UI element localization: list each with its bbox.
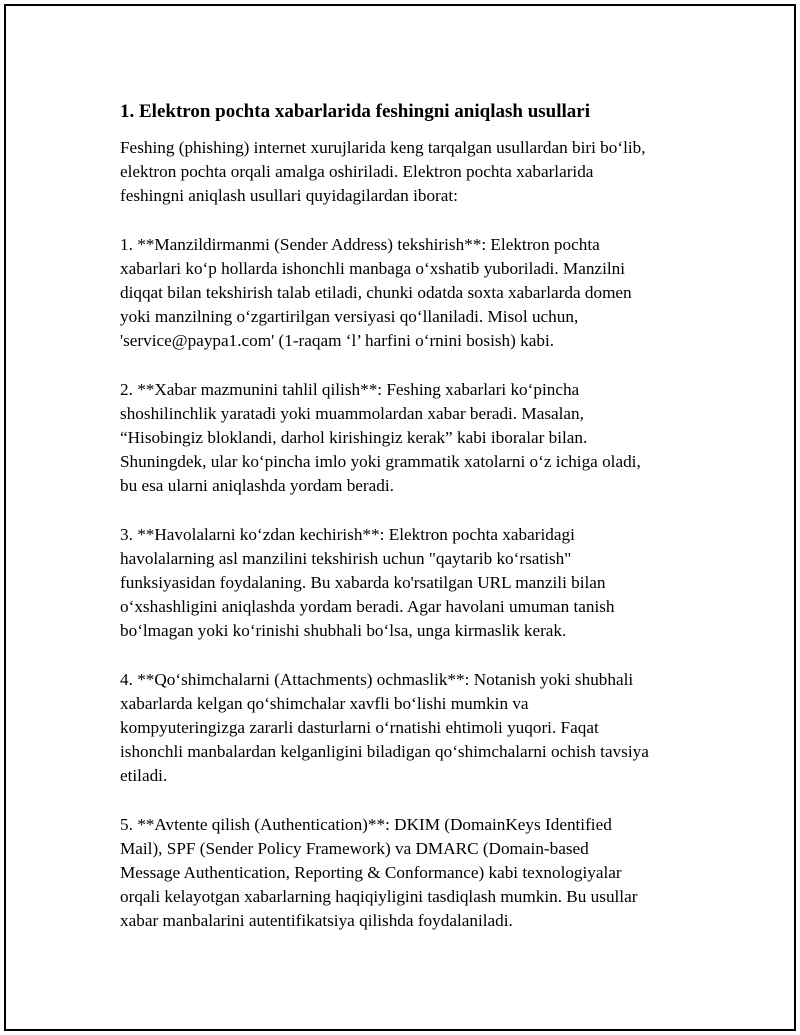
page-frame: [4, 4, 796, 1031]
list-item-authentication: 5. **Avtente qilish (Authentication)**: DKIM (DomainKeys Identified Mail), SPF (Sender Policy Framework) va DMARC (Domain-based Message Authentication, Reporting & Conformance) kabi texnologiyalar orqali kelayotgan xabarlarning haqiqiyligini tasdiqlash mumkin. Bu usullar xabar manbalarini autentifikatsiya qilishda foydalaniladi.: [120, 814, 638, 931]
list-item-attachments: 4. **Qo‘shimchalarni (Attachments) ochmaslik**: Notanish yoki shubhali xabarlarda kelgan qo‘shimchalar xavfli bo‘lishi mumkin va kompyuteringizga zararli dasturlarni o‘rnatishi ehtimoli yuqori. Faqat ishonchli manbalardan kelganligini biladigan qo‘shimchalarni ochish tavsiya etiladi.: [120, 669, 649, 786]
intro-paragraph: Feshing (phishing) internet xurujlarida keng tarqalgan usullardan biri bo‘lib, elektron pochta orqali amalga oshiriladi. Elektron pochta xabarlarida feshingni aniqlash usullari quyidagilardan iborat:: [120, 138, 646, 206]
document-body: [120, 100, 700, 934]
section-title: 1. Elektron pochta xabarlarida feshingni aniqlash usullari: [120, 101, 590, 122]
list-item-sender-address: 1. **Manzildirmanmi (Sender Address) tekshirish**: Elektron pochta xabarlari ko‘p hollarda ishonchli manbaga o‘xshatib yuboriladi. Manzilni diqqat bilan tekshirish talab etiladi, chunki odatda soxta xabarlarda domen yoki manzilning o‘zgartirilgan versiyasi qo‘llaniladi. Misol uchun, 'service@paypa1.com' (1-raqam ‘l’ harfini o‘rnini bosish) kabi.: [120, 234, 632, 351]
list-item-content-analysis: 2. **Xabar mazmunini tahlil qilish**: Feshing xabarlari ko‘pincha shoshilinchlik yaratadi yoki muammolardan xabar beradi. Masalan, “Hisobingiz bloklandi, darhol kirishingiz kerak” kabi iboralar bilan. Shuningdek, ular ko‘pincha imlo yoki grammatik xatolarni o‘z ichiga oladi, bu esa ularni aniqlashda yordam beradi.: [120, 379, 641, 496]
list-item-link-inspection: 3. **Havolalarni ko‘zdan kechirish**: Elektron pochta xabaridagi havolalarning asl manzilini tekshirish uchun "qaytarib ko‘rsatish" funksiyasidan foydalaning. Bu xabarda ko'rsatilgan URL manzili bilan o‘xshashligini aniqlashda yordam beradi. Agar havolani umuman tanish bo‘lmagan yoki ko‘rinishi shubhali bo‘lsa, unga kirmaslik kerak.: [120, 524, 615, 641]
